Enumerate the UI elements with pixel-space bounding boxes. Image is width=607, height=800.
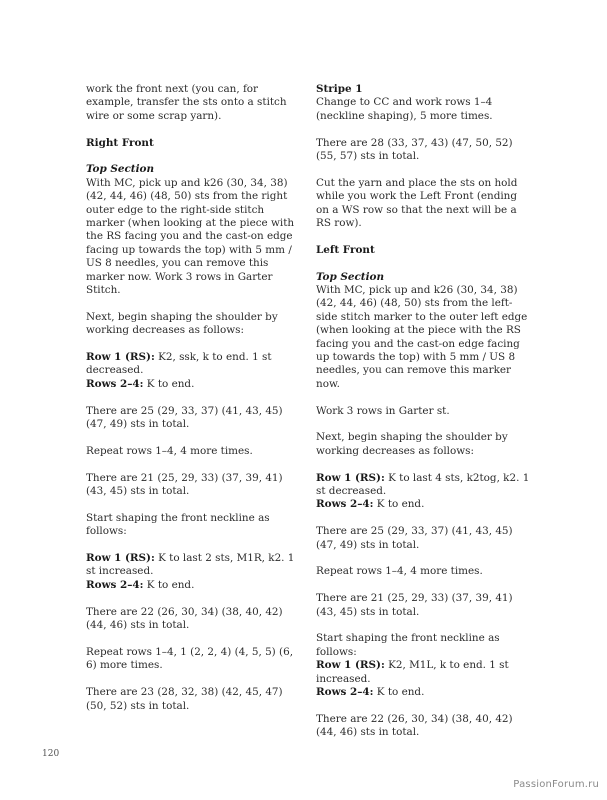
rows-2-4-text: K to end. [373,498,425,511]
cut-yarn-instructions: Cut the yarn and place the sts on hold while you work the Left Front (ending on a WS row so that the next will be a RS row). [316,176,518,230]
top-section-heading: Top Section [316,270,385,283]
neck-row-1-label: Row 1 (RS): [316,659,385,672]
neck-rows-2-4-instruction [316,686,530,699]
right-front-heading: Right Front [86,136,154,149]
row-1-label: Row 1 (RS): [86,351,155,364]
stripe-instructions: Change to CC and work rows 1–4 (neckline shaping), 5 more times. [316,96,493,122]
stitch-count: There are 25 (29, 33, 37) (41, 43, 45) (47, 49) sts in total. [86,404,283,431]
repeat-instruction: Repeat rows 1–4, 4 more times. [316,565,483,578]
row-1-text: K2, ssk, k to end. 1 st decreased. [86,351,272,377]
stitch-count: There are 25 (29, 33, 37) (41, 43, 45) (47, 49) sts in total. [316,525,513,551]
pickup-instructions: With MC, pick up and k26 (30, 34, 38) (42, 44, 46) (48, 50) sts from the left-side stitch marker to the outer left edge (when looking at the piece with the RS facing you and the cast-on edge facing up towards the top) with 5 mm / US 8 needles, you can remove this marker now. [316,284,528,390]
left-front-heading: Left Front [316,243,375,256]
neck-rows-2-4-text: K to end. [143,578,195,591]
stripe-1-heading: Stripe 1 [316,83,363,95]
neck-rows-2-4-text: K to end. [373,686,425,699]
rows-2-4-label: Rows 2–4: [86,377,144,390]
stitch-count: There are 23 (28, 32, 38) (42, 45, 47) (50, 52) sts in total. [86,686,283,712]
stitch-count: There are 22 (26, 30, 34) (38, 40, 42) (44, 46) sts in total. [316,712,513,739]
intro-paragraph: work the front next (you can, for example, transfer the sts onto a stitch wire or some scrap yarn). [86,83,287,122]
garter-instruction: Work 3 rows in Garter st. [316,404,450,417]
neck-row-1-instruction [316,659,530,686]
stitch-count: There are 21 (25, 29, 33) (37, 39, 41) (43, 45) sts in total. [316,592,513,618]
pickup-instructions: With MC, pick up and k26 (30, 34, 38) (42, 44, 46) (48, 50) sts from the right outer edge to the right-side stitch marker (when looking at the piece with the RS facing you and the cast-on edge facing up towards the top) with 5 mm / US 8 needles, you can remove this marker now. Work 3 rows in Garter Stitch. [86,176,295,297]
row-1-label: Row 1 (RS): [316,471,385,484]
stitch-count: There are 28 (33, 37, 43) (47, 50, 52) (55, 57) sts in total. [316,136,513,163]
shoulder-intro: Next, begin shaping the shoulder by working decreases as follows: [316,431,508,457]
stitch-count: There are 21 (25, 29, 33) (37, 39, 41) (43, 45) sts in total. [86,471,283,498]
right-column [316,83,530,753]
repeat-instruction: Repeat rows 1–4, 4 more times. [86,444,253,457]
neckline-block [316,632,530,699]
watermark: PassionForum.ru [513,778,599,790]
neckline-rows [86,552,300,592]
rows-2-4-label: Rows 2–4: [316,498,374,511]
neckline-intro: Start shaping the front neckline as follows: [86,511,270,538]
neckline-intro: Start shaping the front neckline as follows: [316,632,500,658]
neck-rows-2-4-label: Rows 2–4: [86,578,144,591]
page-number: 120 [42,749,60,759]
top-section-heading: Top Section [86,163,155,176]
neck-row-1-text: K2, M1L, k to end. 1 st increased. [316,659,509,685]
row-1-instruction [86,351,300,378]
neck-row-1-instruction [86,552,300,579]
neck-row-1-text: K to last 2 sts, M1R, k2. 1 st increased. [86,552,295,578]
stitch-count: There are 22 (26, 30, 34) (38, 40, 42) (44, 46) sts in total. [86,605,283,632]
rows-2-4-instruction [316,498,530,511]
repeat-instruction: Repeat rows 1–4, 1 (2, 2, 4) (4, 5, 5) (6, 6) more times. [86,645,294,672]
neck-row-1-label: Row 1 (RS): [86,552,155,565]
neck-rows-2-4-instruction [86,579,300,592]
left-column [86,83,300,726]
shoulder-intro: Next, begin shaping the shoulder by working decreases as follows: [86,310,278,337]
shoulder-rows [86,351,300,391]
shoulder-rows [316,472,530,512]
row-1-instruction [316,472,530,499]
row-1-text: K to last 4 sts, k2tog, k2. 1 st decreased. [316,471,530,498]
neck-rows-2-4-label: Rows 2–4: [316,686,374,699]
rows-2-4-text: K to end. [143,377,195,390]
rows-2-4-instruction [86,378,300,391]
